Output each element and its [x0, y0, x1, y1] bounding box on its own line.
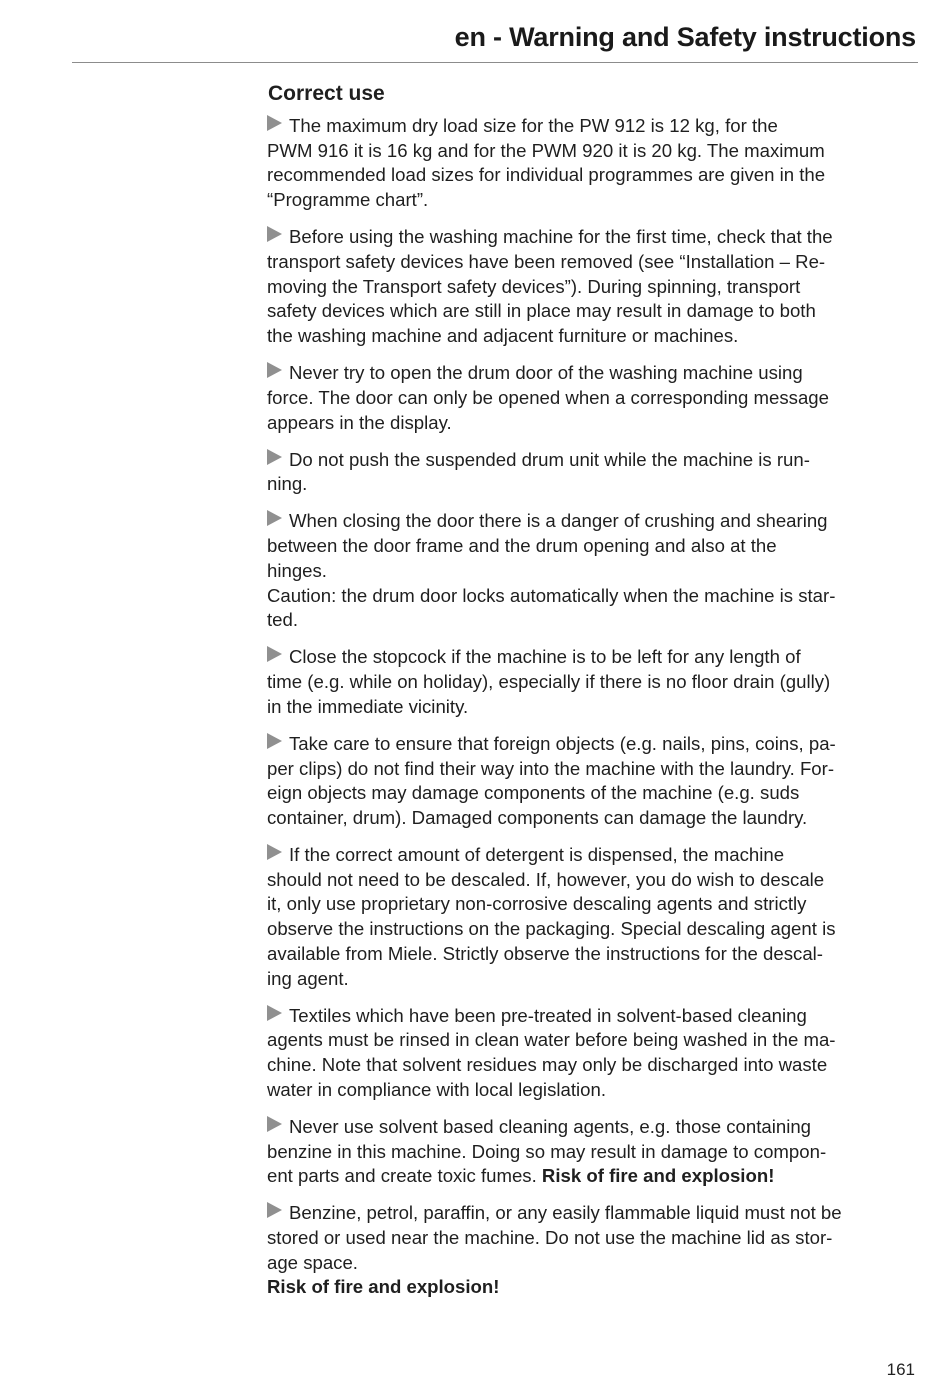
instruction-paragraph: [267, 361, 917, 435]
line-text: Close the stopcock if the machine is to be left for any length of: [289, 646, 801, 668]
instruction-paragraph: [267, 448, 917, 497]
line-text: ning.: [267, 473, 308, 495]
line-text: ent parts and create toxic fumes.: [267, 1165, 542, 1187]
paragraph-line: [267, 411, 917, 436]
bullet-triangle-icon: [267, 449, 282, 465]
instruction-paragraph: [267, 843, 917, 991]
paragraph-line: [267, 163, 917, 188]
paragraph-line: [267, 608, 917, 633]
line-text: container, drum). Damaged components can damage the laundry.: [267, 806, 808, 828]
paragraph-line: [267, 781, 917, 806]
paragraph-line: [267, 448, 917, 473]
bullet-triangle-icon: [267, 226, 282, 242]
paragraph-line: [267, 299, 917, 324]
paragraph-line: [267, 1028, 917, 1053]
paragraph-line: [267, 114, 917, 139]
instruction-paragraph: [267, 509, 917, 633]
instruction-paragraph: [267, 1004, 917, 1103]
bullet-triangle-icon: [267, 733, 282, 749]
line-text: force. The door can only be opened when a corresponding message: [267, 386, 829, 408]
instruction-paragraph: [267, 1201, 917, 1300]
paragraph-line: [267, 225, 917, 250]
line-text: recommended load sizes for individual programmes are given in the: [267, 164, 826, 186]
paragraph-line: [267, 1115, 917, 1140]
paragraph-line: [267, 472, 917, 497]
line-text: observe the instructions on the packaging. Special descaling agent is: [267, 918, 836, 940]
paragraph-line: [267, 695, 917, 720]
paragraph-line: [267, 275, 917, 300]
line-text: the washing machine and adjacent furniture or machines.: [267, 325, 739, 347]
line-text: Take care to ensure that foreign objects (e.g. nails, pins, coins, pa-: [289, 732, 836, 754]
header-title: en - Warning and Safety instructions: [454, 22, 916, 52]
line-text: appears in the display.: [267, 411, 452, 433]
line-text: Never use solvent based cleaning agents, e.g. those containing: [289, 1115, 812, 1137]
section-heading: Correct use: [268, 82, 385, 105]
paragraph-list: [267, 114, 917, 1300]
line-text: per clips) do not find their way into the machine with the laundry. For-: [267, 757, 835, 779]
instruction-paragraph: [267, 1115, 917, 1189]
line-text: PWM 916 it is 16 kg and for the PWM 920 it is 20 kg. The maximum: [267, 139, 825, 161]
paragraph-line: [267, 584, 917, 609]
paragraph-line: [267, 1140, 917, 1165]
line-text: it, only use proprietary non-corrosive descaling agents and strictly: [267, 893, 807, 915]
line-text: in the immediate vicinity.: [267, 695, 469, 717]
line-text: Textiles which have been pre-treated in solvent-based cleaning: [289, 1004, 807, 1026]
paragraph-line: [267, 917, 917, 942]
line-text: If the correct amount of detergent is dispensed, the machine: [289, 844, 785, 866]
bullet-triangle-icon: [267, 1202, 282, 1218]
instruction-paragraph: [267, 225, 917, 349]
line-text: between the door frame and the drum opening and also at the: [267, 535, 777, 557]
line-text: ing agent.: [267, 967, 349, 989]
paragraph-line: [267, 509, 917, 534]
warning-emphasis: Risk of fire and explosion!: [267, 1276, 500, 1298]
paragraph-line: [267, 1201, 917, 1226]
instruction-paragraph: [267, 114, 917, 213]
paragraph-line: [267, 1004, 917, 1029]
line-text: agents must be rinsed in clean water before being washed in the ma-: [267, 1029, 836, 1051]
paragraph-line: [267, 1226, 917, 1251]
paragraph-line: [267, 732, 917, 757]
paragraph-line: [267, 361, 917, 386]
line-text: moving the Transport safety devices”). During spinning, transport: [267, 275, 801, 297]
paragraph-line: [267, 843, 917, 868]
paragraph-line: [267, 188, 917, 213]
paragraph-line: [267, 942, 917, 967]
line-text: transport safety devices have been removed (see “Installation – Re-: [267, 250, 826, 272]
line-text: eign objects may damage components of the machine (e.g. suds: [267, 782, 800, 804]
bullet-triangle-icon: [267, 1116, 282, 1132]
paragraph-line: [267, 967, 917, 992]
main-content: [267, 80, 917, 1313]
paragraph-line: [267, 670, 917, 695]
line-text: age space.: [267, 1251, 358, 1273]
page-header: [72, 18, 918, 63]
bullet-triangle-icon: [267, 646, 282, 662]
page-number: 161: [886, 1360, 915, 1379]
paragraph-line: [267, 1053, 917, 1078]
line-text: ted.: [267, 609, 299, 631]
line-text: time (e.g. while on holiday), especially if there is no floor drain (gully): [267, 671, 831, 693]
paragraph-line: [267, 1164, 917, 1189]
line-text: hinges.: [267, 559, 327, 581]
line-text: “Programme chart”.: [267, 189, 429, 211]
bullet-triangle-icon: [267, 510, 282, 526]
paragraph-line: [267, 868, 917, 893]
paragraph-line: [267, 1078, 917, 1103]
paragraph-line: [267, 806, 917, 831]
bullet-triangle-icon: [267, 115, 282, 131]
line-text: Before using the washing machine for the first time, check that the: [289, 226, 833, 248]
paragraph-line: [267, 324, 917, 349]
warning-emphasis: Risk of fire and explosion!: [541, 1165, 775, 1187]
paragraph-line: [267, 559, 917, 584]
line-text: safety devices which are still in place may result in damage to both: [267, 300, 816, 322]
instruction-paragraph: [267, 645, 917, 719]
bullet-triangle-icon: [267, 1005, 282, 1021]
instruction-paragraph: [267, 732, 917, 831]
line-text: Caution: the drum door locks automatically when the machine is star-: [267, 584, 836, 606]
paragraph-line: [267, 645, 917, 670]
paragraph-line: [267, 386, 917, 411]
line-text: available from Miele. Strictly observe the instructions for the descal-: [267, 942, 823, 964]
line-text: Do not push the suspended drum unit while the machine is run-: [289, 448, 810, 470]
line-text: should not need to be descaled. If, however, you do wish to descale: [267, 868, 825, 890]
line-text: When closing the door there is a danger of crushing and shearing: [289, 510, 828, 532]
paragraph-line: [267, 892, 917, 917]
bullet-triangle-icon: [267, 362, 282, 378]
paragraph-line: [267, 139, 917, 164]
paragraph-line: [267, 534, 917, 559]
line-text: water in compliance with local legislation.: [267, 1078, 606, 1100]
line-text: Never try to open the drum door of the washing machine using: [289, 362, 803, 384]
paragraph-line: [267, 757, 917, 782]
bullet-triangle-icon: [267, 844, 282, 860]
line-text: benzine in this machine. Doing so may result in damage to compon-: [267, 1140, 827, 1162]
paragraph-line: [267, 1251, 917, 1276]
line-text: stored or used near the machine. Do not use the machine lid as stor-: [267, 1227, 833, 1249]
line-text: chine. Note that solvent residues may only be discharged into waste: [267, 1054, 828, 1076]
line-text: Benzine, petrol, paraffin, or any easily flammable liquid must not be: [289, 1202, 842, 1224]
line-text: The maximum dry load size for the PW 912 is 12 kg, for the: [289, 115, 778, 136]
paragraph-line: [267, 250, 917, 275]
